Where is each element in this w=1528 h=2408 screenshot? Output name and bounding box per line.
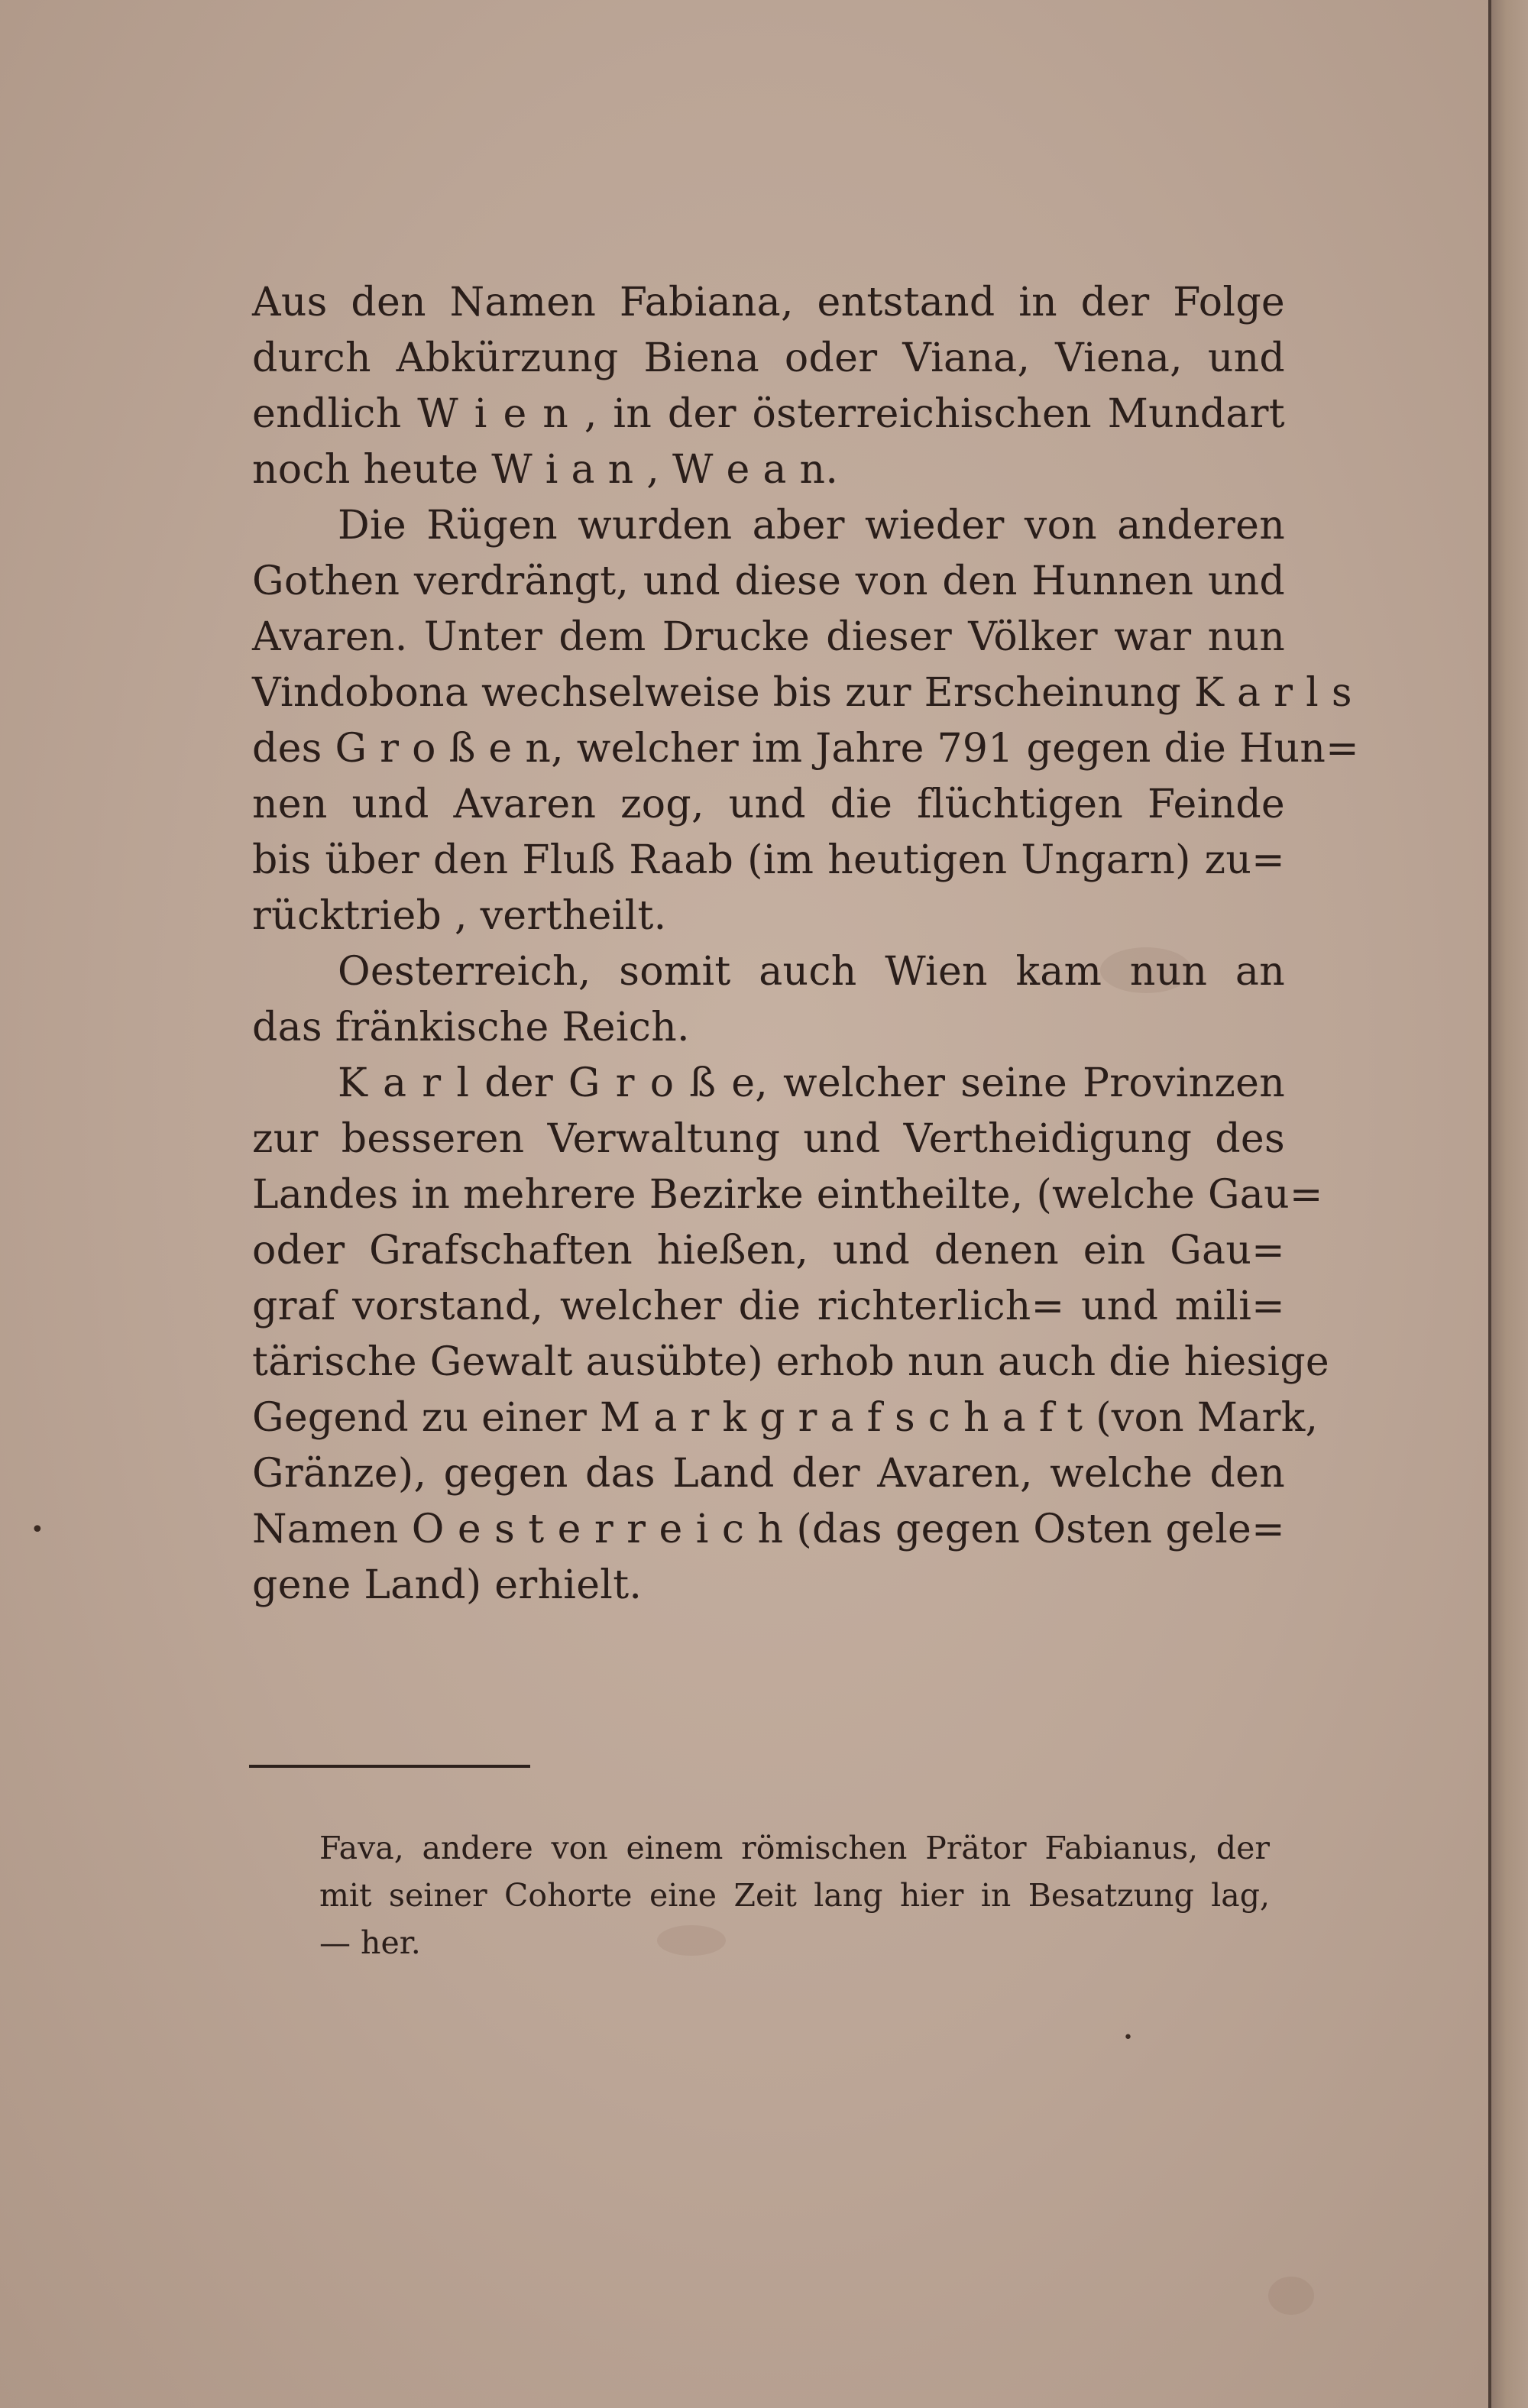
text-line: graf vorstand, welcher die richterlich= und mili= <box>252 1283 1285 1329</box>
text-line: Die Rügen wurden aber wieder von anderen <box>338 503 1285 549</box>
text-line: bis über den Fluß Raab (im heutigen Ungarn) zu= <box>252 837 1285 883</box>
text-line: Aus den Namen Fabiana, entstand in der Folge <box>252 280 1285 325</box>
footnote-line: mit seiner Cohorte eine Zeit lang hier in Besatzung lag, <box>319 1877 1270 1914</box>
text-line: rücktrieb , vertheilt. <box>252 893 667 939</box>
text-line: gene Land) erhielt. <box>252 1562 643 1608</box>
footnote-line: — her. <box>319 1924 421 1961</box>
page-edge-shadow <box>1491 0 1528 2408</box>
text-line: des G r o ß e n, welcher im Jahre 791 gegen die Hun= <box>252 726 1359 772</box>
text-line: Avaren. Unter dem Drucke dieser Völker war nun <box>252 614 1285 660</box>
paper-stain <box>1268 2277 1314 2315</box>
text-line: Gränze), gegen das Land der Avaren, welche den <box>252 1451 1285 1497</box>
ink-speck: • <box>31 1516 44 1543</box>
text-line: K a r l der G r o ß e, welcher seine Provinzen <box>338 1060 1285 1106</box>
text-line: nen und Avaren zog, und die flüchtigen Feinde <box>252 782 1285 827</box>
text-line: Landes in mehrere Bezirke eintheilte, (welche Gau= <box>252 1172 1323 1218</box>
text-line: das fränkische Reich. <box>252 1005 690 1050</box>
text-line: Gegend zu einer M a r k g r a f s c h a f t (von Mark, <box>252 1395 1319 1441</box>
text-line: Oesterreich, somit auch Wien kam nun an <box>338 949 1285 995</box>
footnote-divider <box>249 1765 530 1768</box>
text-line: Gothen verdrängt, und diese von den Hunnen und <box>252 558 1285 604</box>
text-line: endlich W i e n , in der österreichischen Mundart <box>252 391 1285 437</box>
footnote <box>319 1824 1270 1966</box>
text-line: tärische Gewalt ausübte) erhob nun auch die hiesige <box>252 1339 1329 1385</box>
text-line: oder Grafschaften hießen, und denen ein Gau= <box>252 1228 1285 1274</box>
ink-speck: • <box>1123 2028 1133 2047</box>
text-line: Vindobona wechselweise bis zur Erscheinung K a r l s <box>252 670 1352 716</box>
text-line: zur besseren Verwaltung und Vertheidigung des <box>252 1116 1285 1162</box>
main-text <box>252 275 1359 1613</box>
footnote-line: Fava, andere von einem römischen Prätor Fabianus, der <box>319 1830 1270 1866</box>
text-line: durch Abkürzung Biena oder Viana, Viena, und <box>252 335 1285 381</box>
text-line: noch heute W i a n , W e a n. <box>252 447 839 493</box>
text-line: Namen O e s t e r r e i c h (das gegen Osten gele= <box>252 1507 1285 1552</box>
